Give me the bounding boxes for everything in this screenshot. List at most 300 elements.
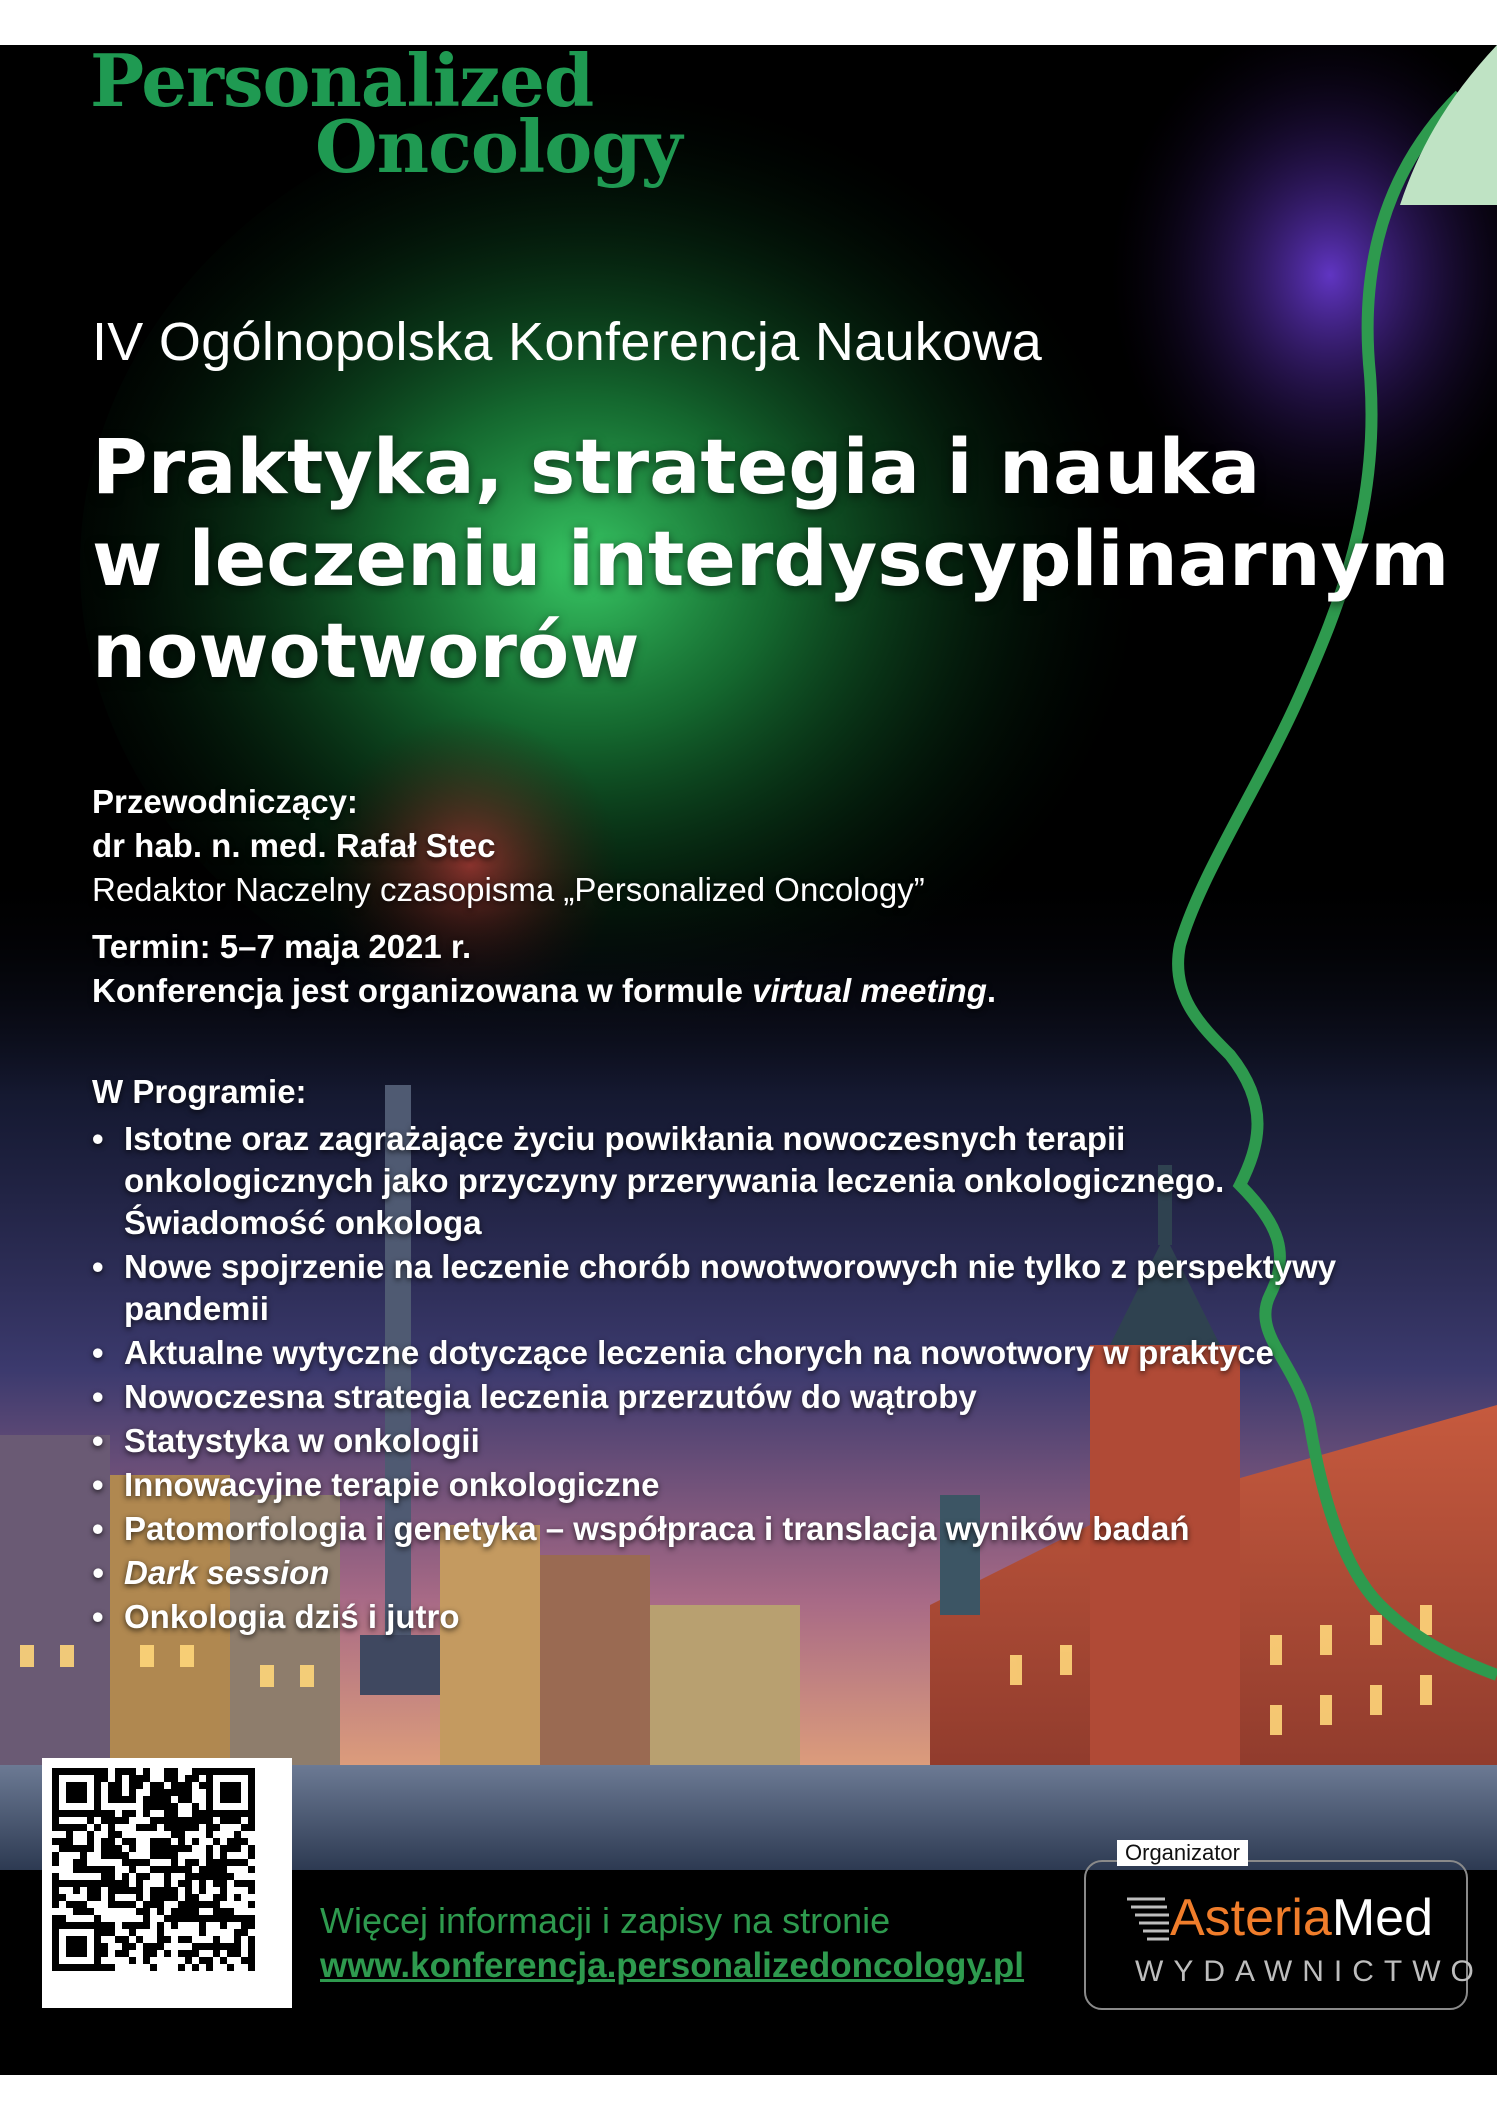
program-label: W Programie: (92, 1073, 307, 1110)
title-line-3: nowotworów (92, 606, 640, 695)
term-format-prefix: Konferencja jest organizowana w formule (92, 972, 753, 1009)
qr-module (136, 1908, 143, 1915)
term-format-suffix: . (986, 972, 997, 1009)
qr-module (150, 1950, 157, 1957)
qr-module (73, 1824, 80, 1831)
qr-module (248, 1901, 255, 1908)
qr-module (227, 1845, 234, 1852)
qr-module (213, 1901, 220, 1908)
qr-module (87, 1838, 94, 1845)
qr-module (164, 1852, 171, 1859)
qr-module (206, 1943, 213, 1950)
program-item: • Dark session (92, 1552, 1352, 1594)
qr-code-pattern (42, 1758, 292, 2008)
qr-module (87, 1880, 94, 1887)
term-section (92, 925, 996, 1013)
qr-module (248, 1943, 255, 1950)
term-date: Termin: 5–7 maja 2021 r. (92, 928, 472, 965)
qr-module (73, 1859, 80, 1866)
program-item: • Aktualne wytyczne dotyczące leczenia chorych na nowotwory w praktyce (92, 1332, 1352, 1374)
qr-module (143, 1824, 150, 1831)
qr-module (157, 1887, 164, 1894)
qr-module (178, 1824, 185, 1831)
qr-module (241, 1859, 248, 1866)
qr-module (192, 1803, 199, 1810)
qr-module (52, 1838, 59, 1845)
qr-module (143, 1922, 150, 1929)
qr-module (199, 1929, 206, 1936)
qr-module (157, 1866, 164, 1873)
qr-module (115, 1796, 122, 1803)
qr-module (185, 1789, 192, 1796)
qr-module (129, 1901, 136, 1908)
qr-module (185, 1845, 192, 1852)
qr-module (87, 1817, 94, 1824)
qr-module (87, 1831, 94, 1838)
qr-module (192, 1950, 199, 1957)
qr-module (115, 1936, 122, 1943)
qr-module (206, 1824, 213, 1831)
term-format-em: virtual meeting (752, 972, 987, 1009)
qr-module (220, 1880, 227, 1887)
program-item: • Innowacyjne terapie onkologiczne (92, 1464, 1352, 1506)
qr-module (115, 1831, 122, 1838)
qr-module (157, 1894, 164, 1901)
qr-module (115, 1852, 122, 1859)
qr-module (164, 1796, 171, 1803)
qr-module (248, 1915, 255, 1922)
qr-module (171, 1817, 178, 1824)
qr-module (213, 1838, 220, 1845)
qr-module (178, 1796, 185, 1803)
qr-module (213, 1908, 220, 1915)
qr-module (129, 1845, 136, 1852)
program-item: • Patomorfologia i genetyka – współpraca i translacja wyników badań (92, 1508, 1352, 1550)
qr-module (234, 1936, 241, 1943)
title-line-1: Praktyka, strategia i nauka (92, 422, 1261, 511)
program-item: • Nowoczesna strategia leczenia przerzutów do wątroby (92, 1376, 1352, 1418)
program-item: • Statystyka w onkologii (92, 1420, 1352, 1462)
qr-module (52, 1824, 59, 1831)
qr-module (213, 1894, 220, 1901)
qr-module (115, 1901, 122, 1908)
qr-module (136, 1922, 143, 1929)
qr-module (171, 1922, 178, 1929)
qr-module (234, 1817, 241, 1824)
qr-module (164, 1887, 171, 1894)
qr-module (164, 1915, 171, 1922)
chair-name: dr hab. n. med. Rafał Stec (92, 827, 496, 864)
qr-module (143, 1859, 150, 1866)
conference-subtitle: IV Ogólnopolska Konferencja Naukowa (92, 312, 1043, 372)
qr-module (220, 1943, 227, 1950)
qr-module (150, 1845, 157, 1852)
qr-module (157, 1817, 164, 1824)
qr-module (220, 1915, 227, 1922)
qr-module (185, 1782, 192, 1789)
qr-module (143, 1775, 150, 1782)
qr-module (234, 1838, 241, 1845)
qr-module (101, 1880, 108, 1887)
qr-module (164, 1775, 171, 1782)
qr-module (206, 1831, 213, 1838)
qr-module (108, 1894, 115, 1901)
qr-module (129, 1929, 136, 1936)
qr-code[interactable] (42, 1758, 292, 2008)
qr-module (192, 1943, 199, 1950)
qr-module (220, 1845, 227, 1852)
qr-module (122, 1873, 129, 1880)
qr-module (143, 1957, 150, 1964)
qr-module (164, 1845, 171, 1852)
qr-module (164, 1838, 171, 1845)
qr-module (171, 1894, 178, 1901)
qr-module (185, 1894, 192, 1901)
qr-module (171, 1782, 178, 1789)
qr-module (87, 1894, 94, 1901)
qr-module (52, 1852, 59, 1859)
qr-module (185, 1950, 192, 1957)
qr-module (122, 1922, 129, 1929)
qr-module (108, 1817, 115, 1824)
qr-module (73, 1901, 80, 1908)
qr-module (136, 1936, 143, 1943)
qr-module (185, 1824, 192, 1831)
more-info (320, 1900, 1024, 1986)
qr-module (73, 1908, 80, 1915)
qr-module (171, 1775, 178, 1782)
qr-module (164, 1894, 171, 1901)
qr-module (66, 1831, 73, 1838)
qr-module (122, 1838, 129, 1845)
qr-module (59, 1838, 66, 1845)
asteriamed-logo-icon (1125, 1893, 1173, 1945)
qr-module (164, 1803, 171, 1810)
qr-module (115, 1768, 122, 1775)
qr-module (241, 1824, 248, 1831)
conference-title (92, 421, 1449, 697)
qr-module (213, 1866, 220, 1873)
qr-module (52, 1894, 59, 1901)
qr-module (227, 1964, 234, 1971)
qr-module (248, 1824, 255, 1831)
qr-module (157, 1789, 164, 1796)
qr-module (192, 1810, 199, 1817)
qr-module (178, 1880, 185, 1887)
qr-module (185, 1887, 192, 1894)
qr-module (94, 1880, 101, 1887)
qr-module (199, 1922, 206, 1929)
qr-module (122, 1901, 129, 1908)
qr-module (192, 1915, 199, 1922)
qr-module (192, 1838, 199, 1845)
qr-module (150, 1838, 157, 1845)
qr-module (150, 1894, 157, 1901)
qr-module (192, 1901, 199, 1908)
qr-module (115, 1845, 122, 1852)
qr-module (52, 1859, 59, 1866)
qr-module (122, 1852, 129, 1859)
qr-module (164, 1873, 171, 1880)
program-section (92, 1070, 1352, 1640)
qr-module (171, 1915, 178, 1922)
qr-module (185, 1880, 192, 1887)
chair-role: Redaktor Naczelny czasopisma „Personalized Oncology” (92, 871, 925, 908)
qr-module (185, 1866, 192, 1873)
qr-module (94, 1915, 101, 1922)
qr-module (150, 1852, 157, 1859)
qr-module (185, 1901, 192, 1908)
qr-module (227, 1859, 234, 1866)
poster (0, 45, 1497, 2075)
qr-module (108, 1964, 115, 1971)
qr-module (101, 1810, 108, 1817)
qr-module (171, 1866, 178, 1873)
qr-module (73, 1866, 80, 1873)
qr-module (171, 1789, 178, 1796)
qr-module (192, 1964, 199, 1971)
qr-module (241, 1922, 248, 1929)
qr-module (94, 1894, 101, 1901)
organizer-label: Organizator (1117, 1840, 1248, 1866)
qr-module (206, 1866, 213, 1873)
qr-module (122, 1768, 129, 1775)
qr-module (80, 1908, 87, 1915)
qr-module (185, 1859, 192, 1866)
qr-module (213, 1859, 220, 1866)
qr-module (129, 1796, 136, 1803)
qr-module (178, 1789, 185, 1796)
qr-module (136, 1859, 143, 1866)
qr-module (143, 1873, 150, 1880)
qr-module (115, 1782, 122, 1789)
qr-module (164, 1950, 171, 1957)
qr-module (206, 1915, 213, 1922)
qr-module (185, 1796, 192, 1803)
qr-module (59, 1915, 66, 1922)
qr-module (206, 1957, 213, 1964)
qr-module (73, 1880, 80, 1887)
qr-module (206, 1964, 213, 1971)
qr-module (122, 1817, 129, 1824)
qr-module (234, 1845, 241, 1852)
qr-module (122, 1887, 129, 1894)
qr-module (66, 1838, 73, 1845)
qr-module (248, 1957, 255, 1964)
qr-module (234, 1929, 241, 1936)
qr-module (108, 1782, 115, 1789)
qr-module (227, 1950, 234, 1957)
qr-module (108, 1838, 115, 1845)
qr-module (213, 1950, 220, 1957)
qr-module (136, 1775, 143, 1782)
qr-module (185, 1775, 192, 1782)
qr-module (220, 1852, 227, 1859)
qr-module (129, 1768, 136, 1775)
qr-module (143, 1803, 150, 1810)
organizer-name (1170, 1890, 1433, 1946)
qr-module (171, 1810, 178, 1817)
qr-module (178, 1838, 185, 1845)
qr-module (52, 1880, 59, 1887)
qr-module (248, 1936, 255, 1943)
qr-module (178, 1908, 185, 1915)
conference-url-link[interactable]: www.konferencja.personalizedoncology.pl (320, 1946, 1025, 1985)
qr-module (157, 1943, 164, 1950)
qr-module (164, 1817, 171, 1824)
qr-module (115, 1887, 122, 1894)
qr-module (108, 1796, 115, 1803)
qr-module (248, 1866, 255, 1873)
qr-module (178, 1866, 185, 1873)
qr-module (213, 1936, 220, 1943)
qr-module (220, 1887, 227, 1894)
organizer-name-part2: Med (1331, 1889, 1433, 1947)
qr-module (94, 1866, 101, 1873)
qr-module (143, 1810, 150, 1817)
qr-module (108, 1901, 115, 1908)
qr-module (199, 1873, 206, 1880)
qr-module (157, 1845, 164, 1852)
qr-module (213, 1943, 220, 1950)
qr-module (52, 1873, 59, 1880)
qr-module (220, 1873, 227, 1880)
qr-module (129, 1866, 136, 1873)
qr-module (171, 1803, 178, 1810)
qr-module (66, 1824, 73, 1831)
qr-module (108, 1810, 115, 1817)
qr-module (52, 1901, 59, 1908)
qr-module (157, 1796, 164, 1803)
qr-module (206, 1817, 213, 1824)
qr-module (206, 1845, 213, 1852)
qr-module (101, 1845, 108, 1852)
qr-module (66, 1901, 73, 1908)
qr-module (150, 1789, 157, 1796)
qr-module (143, 1943, 150, 1950)
qr-module (80, 1866, 87, 1873)
qr-module (94, 1824, 101, 1831)
qr-module (59, 1880, 66, 1887)
qr-module (178, 1845, 185, 1852)
qr-module (59, 1894, 66, 1901)
qr-module (157, 1803, 164, 1810)
qr-module (213, 1880, 220, 1887)
qr-module (143, 1915, 150, 1922)
qr-module (150, 1901, 157, 1908)
qr-module (80, 1859, 87, 1866)
qr-module (136, 1894, 143, 1901)
qr-module (52, 1817, 59, 1824)
qr-module (129, 1775, 136, 1782)
qr-module (94, 1887, 101, 1894)
qr-module (234, 1943, 241, 1950)
qr-module (220, 1859, 227, 1866)
qr-module (157, 1838, 164, 1845)
qr-module (185, 1936, 192, 1943)
qr-module (227, 1873, 234, 1880)
qr-module (108, 1831, 115, 1838)
chair-label: Przewodniczący: (92, 783, 358, 820)
chair-section (92, 780, 925, 912)
qr-module (101, 1943, 108, 1950)
qr-module (143, 1901, 150, 1908)
qr-module (171, 1908, 178, 1915)
qr-module (171, 1887, 178, 1894)
qr-module (248, 1880, 255, 1887)
qr-module (66, 1936, 87, 1957)
qr-module (150, 1866, 157, 1873)
qr-module (80, 1880, 87, 1887)
qr-module (129, 1922, 136, 1929)
qr-module (213, 1824, 220, 1831)
qr-module (101, 1838, 108, 1845)
qr-module (185, 1817, 192, 1824)
qr-module (234, 1915, 241, 1922)
qr-module (206, 1873, 213, 1880)
qr-module (150, 1803, 157, 1810)
qr-module (136, 1824, 143, 1831)
qr-module (80, 1852, 87, 1859)
organizer-name-part1: Asteria (1170, 1889, 1332, 1947)
qr-module (248, 1845, 255, 1852)
qr-module (108, 1824, 115, 1831)
qr-module (248, 1887, 255, 1894)
program-item: • Onkologia dziś i jutro (92, 1596, 1352, 1638)
qr-module (213, 1915, 220, 1922)
qr-module (185, 1957, 192, 1964)
qr-module (220, 1957, 227, 1964)
qr-module (101, 1964, 108, 1971)
qr-module (199, 1887, 206, 1894)
qr-module (220, 1922, 227, 1929)
qr-module (248, 1922, 255, 1929)
qr-module (199, 1943, 206, 1950)
qr-module (164, 1866, 171, 1873)
qr-module (101, 1817, 108, 1824)
qr-module (108, 1880, 115, 1887)
term-format (92, 972, 996, 1009)
qr-module (108, 1789, 115, 1796)
qr-module (87, 1866, 94, 1873)
qr-module (164, 1768, 171, 1775)
qr-module (220, 1782, 241, 1803)
qr-module (227, 1915, 234, 1922)
qr-module (185, 1915, 192, 1922)
qr-module (178, 1950, 185, 1957)
qr-module (227, 1817, 234, 1824)
qr-module (150, 1782, 157, 1789)
qr-module (227, 1943, 234, 1950)
qr-module (150, 1817, 157, 1824)
qr-module (157, 1929, 164, 1936)
qr-module (129, 1810, 136, 1817)
qr-module (192, 1775, 199, 1782)
qr-module (108, 1866, 115, 1873)
qr-module (101, 1929, 108, 1936)
qr-module (66, 1845, 73, 1852)
qr-module (192, 1859, 199, 1866)
qr-module (248, 1852, 255, 1859)
qr-module (220, 1866, 227, 1873)
qr-module (52, 1887, 59, 1894)
qr-module (248, 1817, 255, 1824)
qr-module (108, 1845, 115, 1852)
qr-module (248, 1950, 255, 1957)
qr-module (129, 1859, 136, 1866)
qr-module (164, 1824, 171, 1831)
qr-module (122, 1936, 129, 1943)
